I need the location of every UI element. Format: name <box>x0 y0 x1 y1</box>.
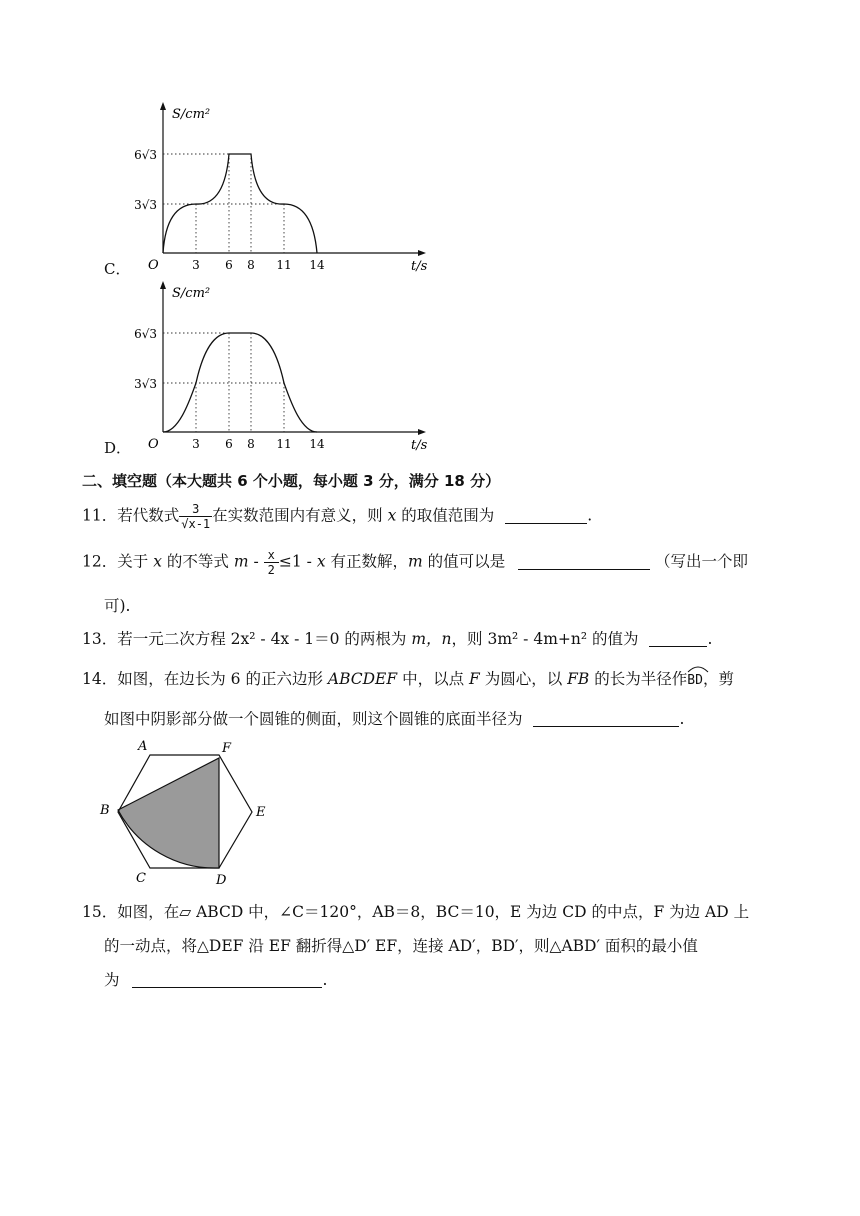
question-number: 14． <box>82 670 118 688</box>
series-curve <box>163 333 317 432</box>
vertex-a: A <box>138 739 148 754</box>
series-curve <box>163 154 317 253</box>
vertex-b: B <box>100 803 110 818</box>
question-11: 11．若代数式 $\frac{3}{√x-1}$ 在实数范围内有意义，则 x 的取值范围为 . <box>82 502 593 531</box>
y-axis-label: S/cm² <box>172 286 211 301</box>
vertex-f: F <box>222 741 232 756</box>
x-tick-label: 3 <box>192 437 200 451</box>
answer-blank[interactable] <box>533 710 679 727</box>
vertex-d: D <box>216 873 227 886</box>
chart-d <box>120 277 440 457</box>
question-number: 11． <box>82 506 118 525</box>
answer-blank[interactable] <box>518 553 650 570</box>
y-axis-arrow <box>160 102 166 110</box>
y-axis-label: S/cm² <box>172 107 211 122</box>
question-number: 15． <box>82 903 118 921</box>
fraction: $\frac{x}{2}$ <box>264 548 279 577</box>
question-number: 13． <box>82 630 118 648</box>
x-tick-label: 11 <box>276 437 292 451</box>
question-14-line2: 如图中阴影部分做一个圆锥的侧面，则这个圆锥的底面半径为 . <box>104 710 685 728</box>
answer-blank[interactable] <box>649 630 707 647</box>
chart-c <box>120 98 440 278</box>
x-axis-arrow <box>418 250 426 256</box>
hexagon-figure <box>96 736 276 886</box>
option-c-label: C． <box>104 260 131 278</box>
y-tick-label: 6√3 <box>134 148 157 162</box>
answer-blank[interactable] <box>505 507 587 524</box>
x-axis-label: t/s <box>411 259 428 274</box>
x-tick-label: 6 <box>225 258 233 272</box>
question-14: 14．如图，在边长为 6 的正六边形 ABCDEF 中，以点 F 为圆心，以 FB 的长为半径作 BD，剪 <box>82 667 734 689</box>
x-tick-label: 3 <box>192 258 200 272</box>
x-axis-arrow <box>418 429 426 435</box>
section-title: 二、填空题（本大题共 6 个小题，每小题 3 分，满分 18 分） <box>82 472 501 490</box>
question-15: 15．如图，在▱ ABCD 中，∠C＝120°，AB＝8，BC＝10，E 为边 CD 的中点，F 为边 AD 上 <box>82 903 750 921</box>
question-15-line2: 的一动点，将△DEF 沿 EF 翻折得△D′ EF，连接 AD′，BD′，则△ABD′ 面积的最小值 <box>104 937 698 955</box>
answer-blank[interactable] <box>132 971 322 988</box>
origin-label: O <box>148 437 159 452</box>
shaded-sector <box>118 758 219 868</box>
x-tick-label: 14 <box>309 258 325 272</box>
y-tick-label: 3√3 <box>134 377 157 391</box>
y-axis-arrow <box>160 281 166 289</box>
arc-bd: BD <box>687 673 703 688</box>
x-axis-label: t/s <box>411 438 428 453</box>
x-tick-label: 8 <box>247 258 255 272</box>
x-tick-label: 8 <box>247 437 255 451</box>
question-15-line3: 为 . <box>104 971 328 989</box>
fraction: $\frac{3}{√x-1}$ <box>181 502 211 531</box>
y-tick-label: 3√3 <box>134 198 157 212</box>
question-12-line2: 可). <box>104 597 131 615</box>
x-tick-label: 6 <box>225 437 233 451</box>
x-tick-label: 11 <box>276 258 292 272</box>
origin-label: O <box>148 258 159 273</box>
y-tick-label: 6√3 <box>134 327 157 341</box>
vertex-e: E <box>256 805 266 820</box>
question-13: 13．若一元二次方程 2x² - 4x - 1＝0 的两根为 m，n，则 3m² - 4m+n² 的值为 . <box>82 630 713 648</box>
x-tick-label: 14 <box>309 437 325 451</box>
arc-icon <box>687 665 709 673</box>
question-number: 12． <box>82 552 118 571</box>
vertex-c: C <box>136 871 146 886</box>
option-d-label: D． <box>104 439 132 457</box>
question-12: 12．关于 x 的不等式 m - $\frac{x}{2}$ ≤1 - x 有正数解，m 的值可以是 （写出一个即 <box>82 548 749 577</box>
